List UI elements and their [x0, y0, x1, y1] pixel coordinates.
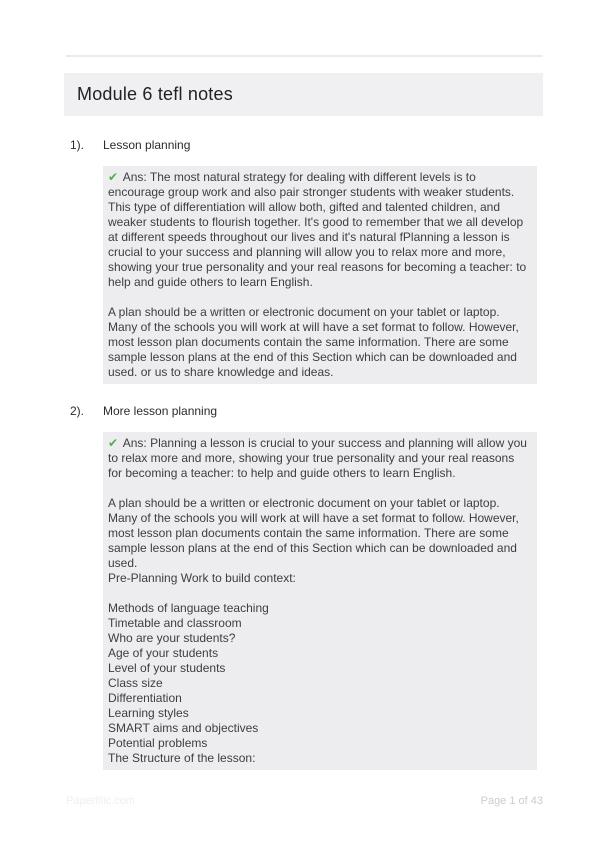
answer-block — [108, 170, 527, 290]
question-section — [0, 138, 606, 384]
answer-line: A plan should be a written or electronic document on your tablet or laptop. Many of the schools you will work at will have a set format to follow. However, most lesson plan documents contain the same information. There are some sample lesson plans at the end of this Section which can be downloaded and used. or us to share knowledge and ideas. — [108, 305, 519, 379]
document-page — [0, 55, 606, 855]
answer-line: A plan should be a written or electronic document on your tablet or laptop. Many of the schools you will work at will have a set format to follow. However, most lesson plan documents contain the same information. There are some sample lesson plans at the end of this Section which can be downloaded and used. — [108, 496, 519, 570]
question-heading — [70, 404, 543, 419]
answer-line: Pre-Planning Work to build context: — [108, 571, 296, 585]
answer-line: Methods of language teaching — [108, 601, 269, 615]
page-footer — [66, 794, 543, 808]
answer-box — [103, 166, 537, 384]
question-title: More lesson planning — [103, 404, 218, 418]
questions — [0, 138, 606, 770]
answer-block — [108, 436, 527, 481]
answer-box — [103, 432, 537, 770]
answer-line: Who are your students? — [108, 631, 236, 645]
answer-block — [108, 496, 527, 586]
answer-line: The Structure of the lesson: — [108, 751, 256, 765]
answer-line: ✔ Ans: Planning a lesson is crucial to your success and planning will allow you to relax more and more, showing your true personality and your real reasons for becoming a teacher: to help and guide others to learn English. — [108, 436, 527, 480]
question-title: Lesson planning — [103, 138, 191, 152]
answer-line: Level of your students — [108, 661, 226, 675]
watermark-text: Paperfilic.com — [66, 795, 136, 807]
answer-line: ✔ Ans: The most natural strategy for dealing with different levels is to encourage group work and also pair stronger students with weaker students. This type of differentiation will allow both, gifted and talented children, and weaker students to flourish together. It's good to remember that we all develop at different speeds throughout our lives and it's natural fPlanning a lesson is crucial to your success and planning will allow you to relax more and more, showing your true personality and your real reasons for becoming a teacher: to help and guide others to learn English. — [108, 170, 527, 289]
answer-line: Class size — [108, 676, 163, 690]
check-icon: ✔ — [108, 170, 119, 184]
answer-line: Potential problems — [108, 736, 208, 750]
document-header — [64, 73, 543, 116]
question-number: 2). — [70, 404, 85, 418]
question-section — [0, 404, 606, 770]
answer-block — [108, 601, 527, 766]
check-icon: ✔ — [108, 436, 119, 450]
question-number: 1). — [70, 138, 85, 152]
answer-line: Differentiation — [108, 691, 182, 705]
answer-line: Timetable and classroom — [108, 616, 242, 630]
answer-line: SMART aims and objectives — [108, 721, 259, 735]
answer-line: Learning styles — [108, 706, 189, 720]
page-number: Page 1 of 43 — [480, 795, 543, 807]
answer-line: Age of your students — [108, 646, 219, 660]
answer-block — [108, 305, 527, 380]
question-heading — [70, 138, 543, 153]
top-divider — [66, 55, 543, 57]
page-title: Module 6 tefl notes — [77, 84, 233, 104]
